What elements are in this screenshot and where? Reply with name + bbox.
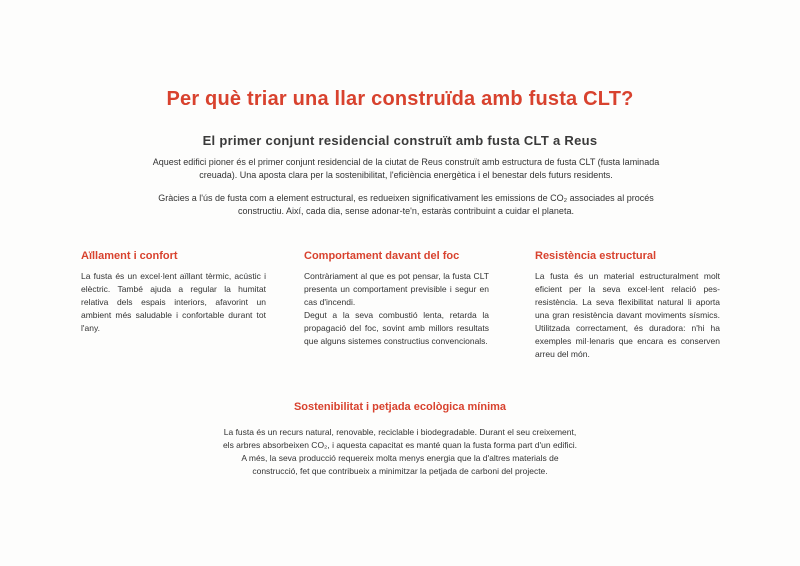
sustainability-line: La fusta és un recurs natural, renovable, reciclable i biodegradable. Durant el seu creixement, xyxy=(223,427,577,437)
sustainability-line: A més, la seva producció requereix molta menys energia que la d'altres materials de xyxy=(241,453,559,463)
intro-section xyxy=(152,156,660,228)
column-fire xyxy=(304,250,489,348)
column-fire-heading: Comportament davant del foc xyxy=(304,250,460,262)
intro-paragraph-1: Aquest edifici pioner és el primer conjunt residencial de la ciutat de Reus construït amb estructura de fusta CLT (fusta laminada creuada). Una aposta clara per la sostenibilitat, l'eficiència energètica i el benestar dels futurs residents. xyxy=(152,157,660,180)
sustainability-line: els arbres absorbeixen CO₂, i aquesta capacitat es manté quan la fusta forma part d'un edifici. xyxy=(222,440,578,450)
intro-paragraph-2: Gràcies a l'ús de fusta com a element estructural, es redueixen significativament les emissions de CO₂ associades al procés constructiu. Així, cada dia, sense adonar-te'n, estaràs contribuint a cuidar el planeta. xyxy=(158,193,654,216)
column-structural-text: La fusta és un material estructuralment molt eficient per la seva excel·lent relació pes-resistència. La seva flexibilitat natural li aporta una gran resistència davant moviments sísmics. Utilitzada correctament, és duradora: n'hi ha exemples mil·lenaris que encara es conserven arreu del món. xyxy=(535,271,720,359)
sustainability-text xyxy=(190,426,610,478)
page-subtitle: El primer conjunt residencial construït amb fusta CLT a Reus xyxy=(202,133,598,148)
column-structural-heading: Resistència estructural xyxy=(535,250,657,262)
sustainability-heading: Sostenibilitat i petjada ecològica mínima xyxy=(293,401,507,413)
column-fire-text-2: Degut a la seva combustió lenta, retarda la propagació del foc, sovint amb millors resultats que alguns sistemes constructius convencionals. xyxy=(304,310,489,346)
column-insulation xyxy=(81,250,266,335)
column-structural xyxy=(535,250,720,361)
sustainability-line: construcció, fet que contribueix a minimitzar la petjada de carboni del projecte. xyxy=(252,466,548,476)
column-fire-text-1: Contràriament al que es pot pensar, la fusta CLT presenta un comportament previsible i segur en cas d'incendi. xyxy=(304,271,489,307)
column-insulation-heading: Aïllament i confort xyxy=(81,250,178,262)
page-title: Per què triar una llar construïda amb fusta CLT? xyxy=(166,88,634,110)
column-insulation-text: La fusta és un excel·lent aïllant tèrmic, acústic i elèctric. També ajuda a regular la humitat relativa dels espais interiors, afavorint un ambient més saludable i confortable durant tot l'any. xyxy=(81,271,266,333)
